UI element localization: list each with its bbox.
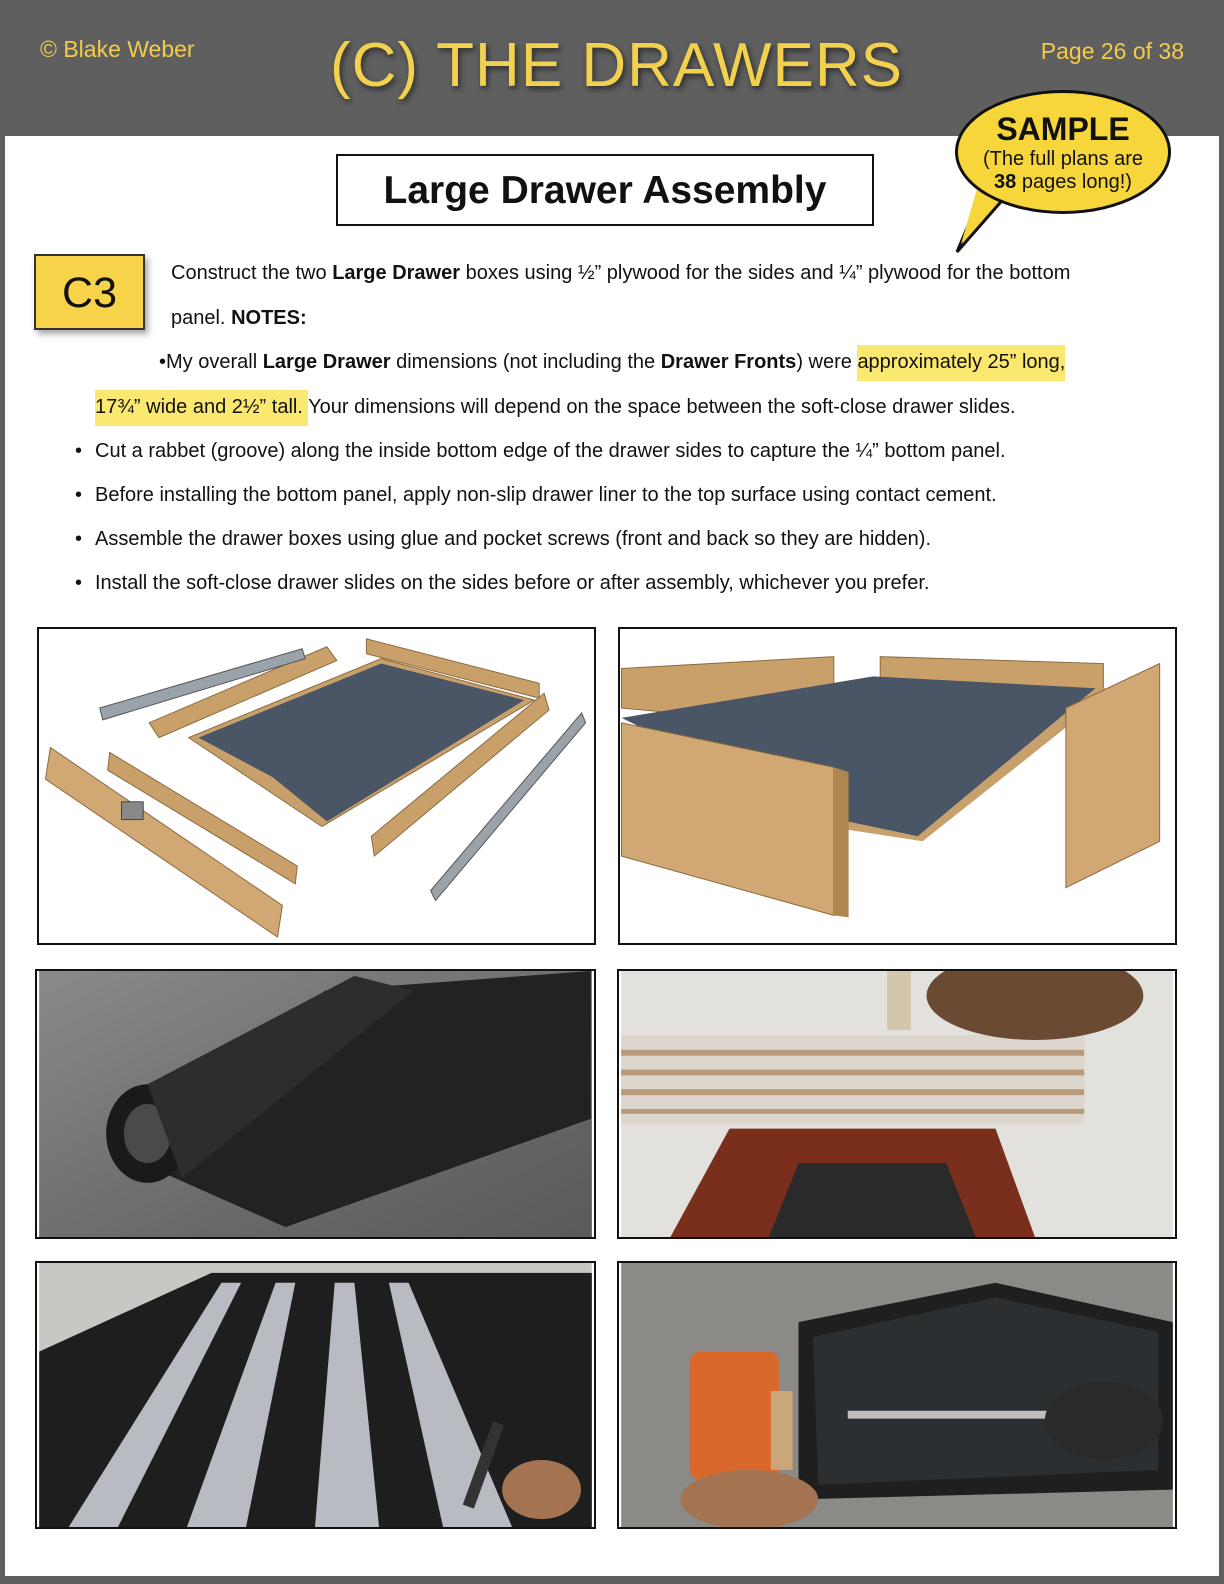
bullet-item — [75, 572, 929, 595]
sample-heading: SAMPLE — [996, 111, 1130, 147]
sample-line-2-rest: pages long!) — [1016, 171, 1132, 193]
drawer-liner-illustration — [37, 971, 594, 1237]
note-line-2 — [95, 396, 1016, 419]
section-title: Large Drawer Assembly — [336, 154, 874, 226]
note-bold-1: Large Drawer — [262, 351, 391, 373]
drawer-slides-photo — [35, 1261, 596, 1529]
chapter-title: (C) THE DRAWERS — [330, 31, 903, 100]
exploded-drawer-image — [37, 627, 596, 945]
intro-bold-1: Large Drawer — [332, 262, 461, 284]
note-text-2: dimensions (not including the — [390, 351, 661, 373]
sample-line-2 — [958, 171, 1168, 194]
drawer-screwing-photo — [617, 1261, 1177, 1529]
table-saw-photo — [617, 969, 1177, 1239]
bullet-dot: • — [75, 440, 83, 462]
intro-text-3: panel. — [171, 307, 232, 329]
bullet-dot: • — [75, 528, 83, 550]
sample-line-1: (The full plans are — [982, 148, 1144, 170]
drawer-screwing-illustration — [619, 1263, 1175, 1527]
sample-pages-count: 38 — [994, 171, 1017, 193]
intro-notes-label: NOTES: — [231, 307, 307, 329]
step-badge: C3 — [34, 254, 145, 330]
bullet-dot: • — [75, 572, 83, 594]
note-highlight-2: 17¾” wide and 2½” tall. — [95, 390, 308, 426]
note-line-1 — [159, 351, 1065, 374]
drawer-slides-illustration — [37, 1263, 594, 1527]
note-highlight-1: approximately 25” long, — [857, 345, 1065, 381]
note-bullet: • — [159, 351, 167, 373]
bullet-text: Before installing the bottom panel, apply non-slip drawer liner to the top surface using contact cement. — [95, 484, 997, 506]
bullet-item — [75, 484, 997, 507]
drawer-closeup-image — [618, 627, 1177, 945]
table-saw-illustration — [619, 971, 1175, 1237]
intro-line-1 — [171, 262, 1070, 285]
bullet-text: Install the soft-close drawer slides on the sides before or after assembly, whichever you prefer. — [95, 572, 930, 594]
note-text-1: My overall — [166, 351, 263, 373]
note-bold-2: Drawer Fronts — [660, 351, 797, 373]
bullet-dot: • — [75, 484, 83, 506]
intro-text-2: boxes using ½” plywood for the sides and ¼” plywood for the bottom — [460, 262, 1071, 284]
bullet-item — [75, 440, 1006, 463]
drawer-closeup-illustration — [620, 629, 1175, 943]
note-text-3: ) were — [796, 351, 858, 373]
copyright-text: © Blake Weber — [40, 36, 195, 62]
intro-text-1: Construct the two — [171, 262, 333, 284]
bullet-text: Cut a rabbet (groove) along the inside bottom edge of the drawer sides to capture the ¼” bottom panel. — [95, 440, 1006, 462]
exploded-drawer-illustration — [39, 629, 594, 943]
sample-speech-bubble — [955, 90, 1171, 214]
note-text-4: Your dimensions will depend on the space between the soft-close drawer slides. — [308, 396, 1016, 418]
bullet-text: Assemble the drawer boxes using glue and pocket screws (front and back so they are hidden). — [95, 528, 932, 550]
page-number: Page 26 of 38 — [1040, 38, 1184, 64]
drawer-liner-photo — [35, 969, 596, 1239]
bullet-item — [75, 528, 931, 551]
intro-line-2 — [171, 307, 307, 330]
